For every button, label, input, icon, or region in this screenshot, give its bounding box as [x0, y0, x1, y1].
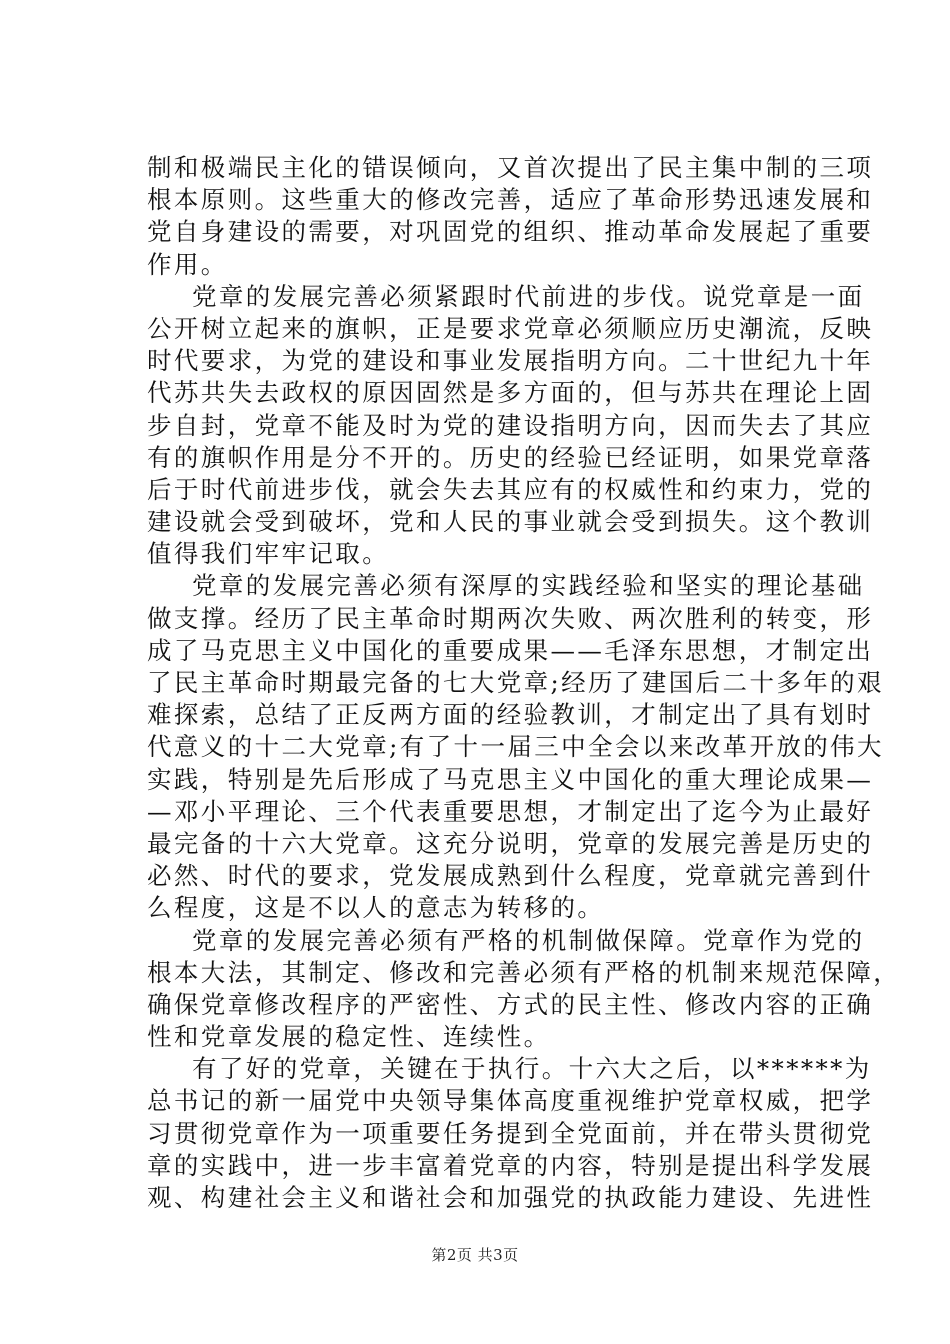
- text-line: 步自封，党章不能及时为党的建设指明方向，因而失去了其应: [147, 410, 874, 440]
- text-line: —邓小平理论、三个代表重要思想，才制定出了迄今为止最好: [147, 796, 874, 826]
- text-line: 党自身建设的需要，对巩固党的组织、推动革命发展起了重要: [147, 217, 874, 247]
- text-line: 有的旗帜作用是分不开的。历史的经验已经证明，如果党章落: [147, 442, 874, 472]
- page-footer: 第2页 共3页: [431, 1246, 519, 1264]
- text-line: 必然、时代的要求，党发展成熟到什么程度，党章就完善到什: [147, 861, 874, 891]
- text-line: 代意义的十二大党章;有了十一届三中全会以来改革开放的伟大: [147, 732, 884, 762]
- paragraph-first-line: 党章的发展完善必须紧跟时代前进的步伐。说党章是一面: [192, 281, 865, 311]
- text-line: 成了马克思主义中国化的重要成果——毛泽东思想，才制定出: [147, 635, 874, 665]
- text-line: 公开树立起来的旗帜，正是要求党章必须顺应历史潮流，反映: [147, 313, 874, 343]
- text-line: 难探索，总结了正反两方面的经验教训，才制定出了具有划时: [147, 700, 874, 730]
- text-line: 根本原则。这些重大的修改完善，适应了革命形势迅速发展和: [147, 185, 874, 215]
- text-line: 实践，特别是先后形成了马克思主义中国化的重大理论成果—: [147, 764, 874, 794]
- text-line: 么程度，这是不以人的意志为转移的。: [147, 893, 605, 923]
- text-line: 作用。: [147, 249, 228, 279]
- text-line: 制和极端民主化的错误倾向，又首次提出了民主集中制的三项: [147, 153, 874, 182]
- text-line: 最完备的十六大党章。这充分说明，党章的发展完善是历史的: [147, 828, 874, 858]
- text-line: 观、构建社会主义和谐社会和加强党的执政能力建设、先进性: [147, 1183, 874, 1212]
- text-line: 总书记的新一届党中央领导集体高度重视维护党章权威，把学: [147, 1086, 874, 1116]
- text-line: 建设就会受到破坏，党和人民的事业就会受到损失。这个教训: [147, 507, 874, 537]
- paragraph-first-line: 党章的发展完善必须有深厚的实践经验和坚实的理论基础: [192, 571, 865, 601]
- text-line: 时代要求，为党的建设和事业发展指明方向。二十世纪九十年: [147, 346, 874, 376]
- text-line: 确保党章修改程序的严密性、方式的民主性、修改内容的正确: [147, 989, 874, 1019]
- text-line: 章的实践中，进一步丰富着党章的内容，特别是提出科学发展: [147, 1150, 874, 1180]
- text-line: 后于时代前进步伐，就会失去其应有的权威性和约束力，党的: [147, 474, 874, 504]
- text-line: 值得我们牢牢记取。: [147, 539, 390, 569]
- paragraph-first-line: 党章的发展完善必须有严格的机制做保障。党章作为党的: [192, 925, 865, 955]
- text-line: 了民主革命时期最完备的七大党章;经历了建国后二十多年的艰: [147, 668, 884, 697]
- paragraph-first-line: 有了好的党章，关键在于执行。十六大之后，以******为: [192, 1054, 872, 1084]
- text-line: 根本大法，其制定、修改和完善必须有严格的机制来规范保障，: [147, 957, 901, 987]
- text-line: 习贯彻党章作为一项重要任务提到全党面前，并在带头贯彻党: [147, 1118, 874, 1148]
- body-text: [147, 152, 901, 1214]
- text-line: 做支撑。经历了民主革命时期两次失败、两次胜利的转变，形: [147, 603, 874, 633]
- text-line: 代苏共失去政权的原因固然是多方面的，但与苏共在理论上固: [147, 378, 874, 408]
- text-line: 性和党章发展的稳定性、连续性。: [147, 1022, 551, 1052]
